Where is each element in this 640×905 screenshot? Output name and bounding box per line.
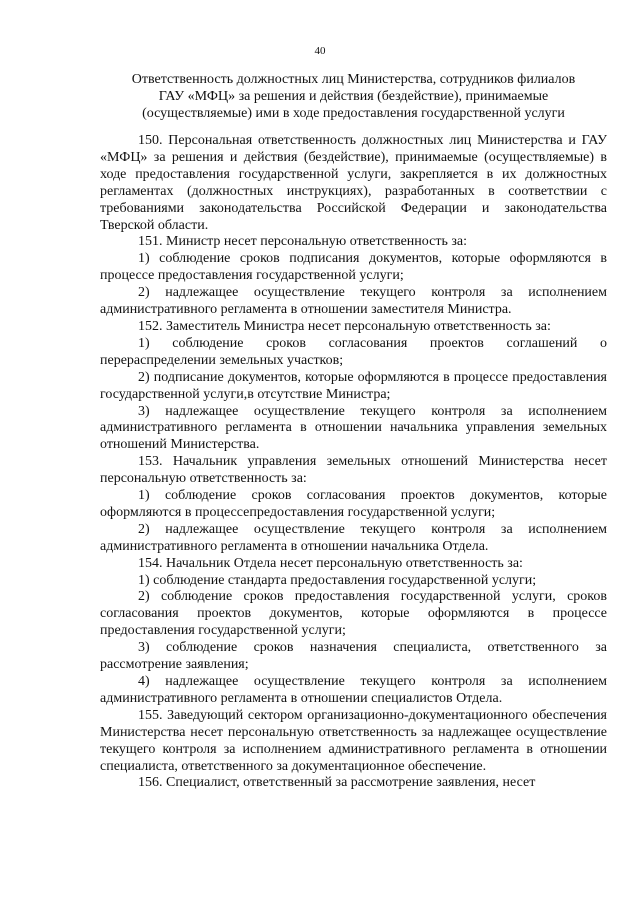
paragraph-153-item-2: 2) надлежащее осуществление текущего контроля за исполнением административного регламента в отношении начальника Отдела. — [100, 521, 607, 554]
paragraph-151-item-2: 2) надлежащее осуществление текущего контроля за исполнением административного регламента в отношении заместителя Министра. — [100, 285, 607, 318]
heading-line: (осуществляемые) ими в ходе предоставления государственной услуги — [142, 106, 565, 121]
heading-line: ГАУ «МФЦ» за решения и действия (бездействие), принимаемые — [158, 89, 549, 104]
paragraph-154: 154. Начальник Отдела несет персональную ответственность за: — [138, 555, 523, 571]
paragraph-155: 155. Заведующий сектором организационно-документационного обеспечения Министерства несет персональную ответственность за надлежащее осуществление текущего контроля за исполнением административного регламента в отношении специалиста, ответственного за документационное обеспечение. — [100, 707, 607, 774]
paragraph-154-item-1: 1) соблюдение стандарта предоставления государственной услуги; — [138, 572, 537, 588]
paragraph-151: 151. Министр несет персональную ответственность за: — [138, 234, 467, 250]
paragraph-156: 156. Специалист, ответственный за рассмотрение заявления, несет — [138, 775, 536, 791]
paragraph-154-item-3: 3) соблюдение сроков назначения специалиста, ответственного за рассмотрение заявления; — [100, 640, 607, 673]
paragraph-152-item-2: 2) подписание документов, которые оформляются в процессе предоставления государственной услуги,в отсутствие Министра; — [100, 369, 607, 402]
paragraph-153-item-1: 1) соблюдение сроков согласования проектов документов, которые оформляются в процессепредоставления государственной услуги; — [100, 488, 607, 520]
paragraph-153: 153. Начальник управления земельных отношений Министерства несет персональную ответственность за: — [100, 454, 607, 487]
heading-line: Ответственность должностных лиц Министерства, сотрудников филиалов — [131, 72, 576, 87]
paragraph-154-item-2: 2) соблюдение сроков предоставления государственной услуги, сроков согласования проектов документов, которые оформляются в процессе предоставления государственной услуги; — [100, 589, 607, 639]
paragraph-152-item-1: 1) соблюдение сроков согласования проектов соглашений о перераспределении земельных участков; — [100, 335, 607, 368]
paragraph-152-item-3: 3) надлежащее осуществление текущего контроля за исполнением административного регламента в отношении начальника управления земельных отношений Министерства. — [100, 403, 607, 453]
paragraph-151-item-1: 1) соблюдение сроков подписания документов, которые оформляются в процессе предоставления государственной услуги; — [100, 251, 607, 284]
paragraph-154-item-4: 4) надлежащее осуществление текущего контроля за исполнением административного регламента в отношении специалистов Отдела. — [100, 674, 607, 706]
page-number: 40 — [314, 45, 326, 57]
paragraph-150: 150. Персональная ответственность должностных лиц Министерства и ГАУ «МФЦ» за решения и действия (бездействие), принимаемые (осуществляемые) в ходе предоставления государственной услуги, закрепляется в их должностных регламентах (должностных инструкциях), разработанных в соответствии с требованиями законодательства Российской Федерации и законодательства Тверской области. — [100, 133, 607, 233]
section-heading — [100, 71, 607, 122]
document-body — [100, 133, 607, 792]
paragraph-152: 152. Заместитель Министра несет персональную ответственность за: — [138, 318, 551, 334]
